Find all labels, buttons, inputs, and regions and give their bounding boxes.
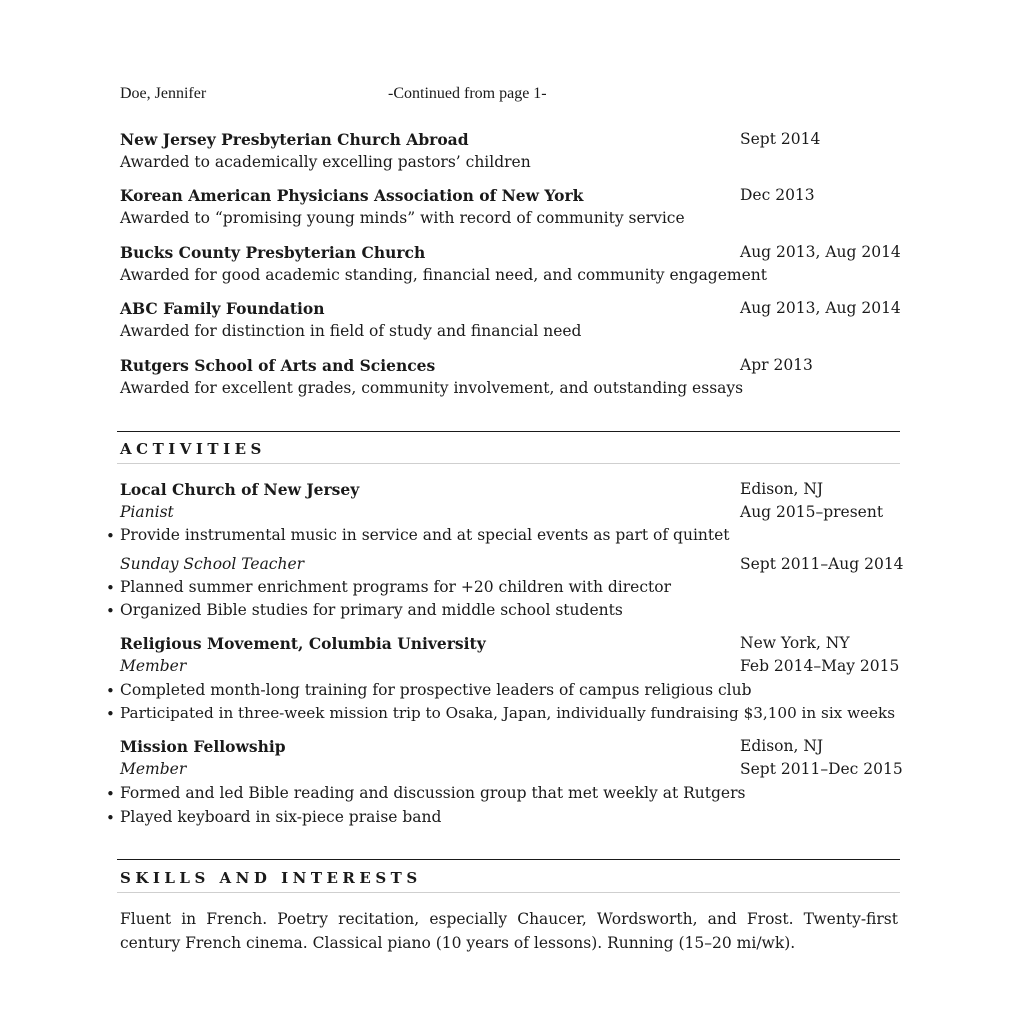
award-desc: Awarded for excellent grades, community involvement, and outstanding essays — [120, 379, 744, 397]
bullet-marker: • — [106, 705, 115, 723]
activity-org: Religious Movement, Columbia University — [120, 634, 486, 653]
section-underline — [117, 892, 900, 893]
activity-dates: Sept 2011–Aug 2014 — [740, 555, 904, 573]
section-title-activities: ACTIVITIES — [120, 440, 266, 458]
section-title-skills: SKILLS AND INTERESTS — [120, 869, 422, 887]
award-desc: Awarded to academically excelling pastors’ children — [120, 153, 531, 171]
activity-bullet: Formed and led Bible reading and discussion group that met weekly at Rutgers — [120, 784, 746, 802]
skills-paragraph: Fluent in French. Poetry recitation, especially Chaucer, Wordsworth, and Frost. Twenty-first century French cinema. Classical piano (10 years of lessons). Running (15–20 mi/wk). — [120, 910, 898, 952]
activity-org: Mission Fellowship — [120, 737, 286, 756]
section-rule — [117, 431, 900, 432]
award-org: Rutgers School of Arts and Sciences — [120, 356, 436, 375]
bullet-marker: • — [106, 809, 115, 827]
bullet-marker: • — [106, 527, 115, 545]
bullet-marker: • — [106, 682, 115, 700]
bullet-marker: • — [106, 602, 115, 620]
activity-role: Sunday School Teacher — [120, 555, 305, 573]
activity-role: Pianist — [120, 503, 174, 521]
award-org: Bucks County Presbyterian Church — [120, 243, 426, 262]
award-date: Aug 2013, Aug 2014 — [740, 243, 901, 261]
activity-bullet: Completed month-long training for prospective leaders of campus religious club — [120, 681, 752, 699]
award-date: Apr 2013 — [740, 356, 813, 374]
activity-bullet: Planned summer enrichment programs for +20 children with director — [120, 578, 671, 596]
section-rule — [117, 859, 900, 860]
bullet-marker: • — [106, 785, 115, 803]
award-org: New Jersey Presbyterian Church Abroad — [120, 130, 469, 149]
activity-bullet: Provide instrumental music in service and at special events as part of quintet — [120, 526, 730, 544]
activity-org: Local Church of New Jersey — [120, 480, 360, 499]
bullet-marker: • — [106, 579, 115, 597]
activity-dates: Aug 2015–present — [740, 503, 884, 521]
award-date: Dec 2013 — [740, 186, 815, 204]
activity-dates: Sept 2011–Dec 2015 — [740, 760, 903, 778]
activity-bullet: Played keyboard in six-piece praise band — [120, 808, 442, 826]
award-desc: Awarded for distinction in field of study and financial need — [120, 322, 582, 340]
activity-bullet: Participated in three-week mission trip to Osaka, Japan, individually fundraising $3,100 in six weeks — [120, 704, 896, 722]
activity-location: Edison, NJ — [740, 737, 824, 755]
activity-role: Member — [120, 760, 187, 778]
activity-dates: Feb 2014–May 2015 — [740, 657, 900, 675]
activity-role: Member — [120, 657, 187, 675]
award-org: ABC Family Foundation — [120, 299, 325, 318]
award-org: Korean American Physicians Association of New York — [120, 186, 584, 205]
section-underline — [117, 463, 900, 464]
award-date: Aug 2013, Aug 2014 — [740, 299, 901, 317]
award-desc: Awarded for good academic standing, financial need, and community engagement — [120, 266, 767, 284]
activity-bullet: Organized Bible studies for primary and middle school students — [120, 601, 623, 619]
activity-location: New York, NY — [740, 634, 850, 652]
activity-location: Edison, NJ — [740, 480, 824, 498]
award-desc: Awarded to “promising young minds” with record of community service — [120, 209, 685, 227]
award-date: Sept 2014 — [740, 130, 821, 148]
header-name: Doe, Jennifer — [120, 85, 207, 102]
continued-note: -Continued from page 1- — [388, 85, 547, 102]
